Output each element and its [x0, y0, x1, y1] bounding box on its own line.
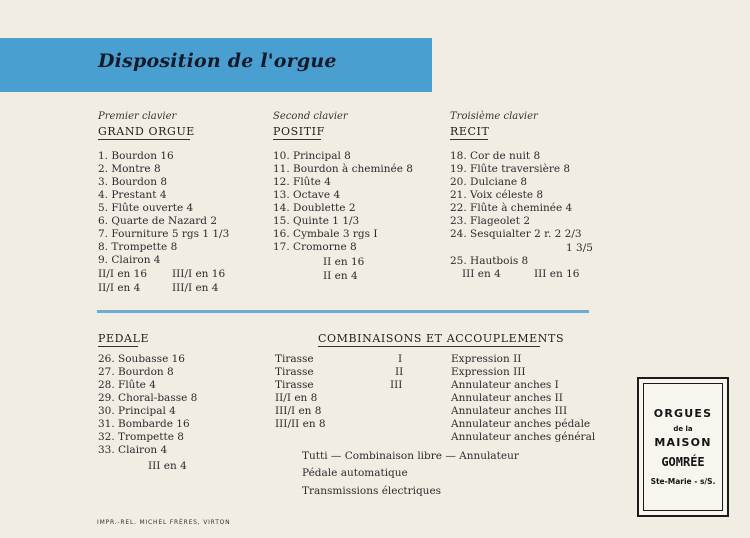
list-item: 18. Cor de nuit 8 [450, 150, 541, 162]
combinaisons-heading: COMBINAISONS ET ACCOUPLEMENTS [318, 332, 565, 345]
coupler-text: III en 16 [534, 268, 580, 280]
grand-orgue-underline [98, 139, 190, 140]
tutti-line: Tutti — Combinaison libre — Annulateur [302, 450, 519, 462]
grand-orgue-heading: GRAND ORGUE [98, 125, 195, 138]
coupler-text: II/I en 16 [98, 268, 147, 280]
positif-underline [273, 139, 321, 140]
logo-line-gomree: GOMRÉE [661, 455, 705, 469]
accouplement-text: III/II en 8 [275, 418, 326, 430]
maison-gomree-logo [637, 377, 729, 517]
list-item: 1. Bourdon 16 [98, 150, 174, 162]
list-item: 3. Bourdon 8 [98, 176, 167, 188]
list-item: 17. Cromorne 8 [273, 241, 357, 253]
combinaisons-underline [318, 346, 540, 347]
list-item: 23. Flageolet 2 [450, 215, 531, 227]
list-item: 8. Trompette 8 [98, 241, 178, 253]
pedale-automatique: Pédale automatique [302, 467, 408, 479]
list-item: 32. Trompette 8 [98, 431, 184, 443]
pedale-underline [98, 346, 138, 347]
coupler-text: III en 4 [148, 460, 187, 472]
list-item: 25. Hautbois 8 [450, 255, 529, 267]
accouplement-text: II/I en 8 [275, 392, 318, 404]
logo-line-de-la: de la [673, 425, 693, 433]
list-item: 16. Cymbale 3 rgs I [273, 228, 378, 240]
troisieme-clavier-subtitle: Troisième clavier [450, 111, 538, 122]
recit-heading: RECIT [450, 125, 490, 138]
list-item: 28. Flûte 4 [98, 379, 156, 391]
list-item: Annulateur anches II [451, 392, 563, 404]
list-item: 19. Flûte traversière 8 [450, 163, 571, 175]
tirasse-number: I [398, 353, 403, 365]
list-item: 11. Bourdon à cheminée 8 [273, 163, 413, 175]
logo-line-orgues: ORGUES [653, 407, 713, 420]
tirasse-number: II [395, 366, 404, 378]
list-item: Annulateur anches I [451, 379, 559, 391]
tirasse-number: III [390, 379, 403, 391]
coupler-text: II en 16 [323, 256, 365, 268]
list-item: 22. Flûte à cheminée 4 [450, 202, 573, 214]
list-item: Annulateur anches général [451, 431, 596, 443]
list-item: 20. Dulciane 8 [450, 176, 528, 188]
list-item: 33. Clairon 4 [98, 444, 168, 456]
coupler-text: II en 4 [323, 270, 358, 282]
pedale-heading: PEDALE [98, 332, 150, 345]
second-clavier-subtitle: Second clavier [273, 111, 348, 122]
tirasse-label: Tirasse [275, 379, 314, 391]
section-divider [97, 310, 589, 313]
list-item: 21. Voix céleste 8 [450, 189, 544, 201]
list-item: Annulateur anches III [451, 405, 568, 417]
page-title: Disposition de l'orgue [98, 50, 337, 72]
recit-stops [450, 150, 582, 241]
list-item: Annulateur anches pédale [451, 418, 591, 430]
list-item: 7. Fourniture 5 rgs 1 1/3 [98, 228, 230, 240]
coupler-text: III en 4 [462, 268, 501, 280]
list-item: 14. Doublette 2 [273, 202, 356, 214]
coupler-text: III/I en 4 [172, 282, 219, 294]
recit-underline [450, 139, 488, 140]
list-item: 10. Principal 8 [273, 150, 351, 162]
accessory-list [451, 353, 595, 444]
accouplement-text: III/I en 8 [275, 405, 322, 417]
coupler-text: II/I en 4 [98, 282, 141, 294]
pedale-stops [98, 353, 197, 457]
positif-heading: POSITIF [273, 125, 325, 138]
list-item: 2. Montre 8 [98, 163, 161, 175]
list-item: 1 3/5 [566, 242, 593, 254]
list-item: 6. Quarte de Nazard 2 [98, 215, 218, 227]
list-item: 9. Clairon 4 [98, 254, 161, 266]
positif-stops [273, 150, 413, 254]
list-item: 31. Bombarde 16 [98, 418, 190, 430]
tirasse-label: Tirasse [275, 353, 314, 365]
list-item: 27. Bourdon 8 [98, 366, 174, 378]
list-item: 12. Flûte 4 [273, 176, 331, 188]
logo-line-location: Ste-Marie - s/S. [650, 477, 716, 486]
tirasse-label: Tirasse [275, 366, 314, 378]
transmissions-electriques: Transmissions électriques [302, 485, 442, 497]
list-item: 15. Quinte 1 1/3 [273, 215, 360, 227]
logo-line-maison: MAISON [654, 436, 712, 449]
coupler-text: III/I en 16 [172, 268, 226, 280]
list-item: 29. Choral-basse 8 [98, 392, 198, 404]
grand-orgue-stops [98, 150, 229, 267]
list-item: 13. Octave 4 [273, 189, 341, 201]
list-item: Expression II [451, 353, 522, 365]
list-item: 5. Flûte ouverte 4 [98, 202, 194, 214]
list-item: Expression III [451, 366, 526, 378]
list-item: 24. Sesquialter 2 r. 2 2/3 [450, 228, 582, 240]
list-item: 4. Prestant 4 [98, 189, 167, 201]
printer-credit: IMPR.-REL. MICHEL FRÈRES, VIRTON [97, 519, 231, 526]
list-item: 26. Soubasse 16 [98, 353, 185, 365]
list-item: 30. Principal 4 [98, 405, 176, 417]
premier-clavier-subtitle: Premier clavier [98, 111, 177, 122]
